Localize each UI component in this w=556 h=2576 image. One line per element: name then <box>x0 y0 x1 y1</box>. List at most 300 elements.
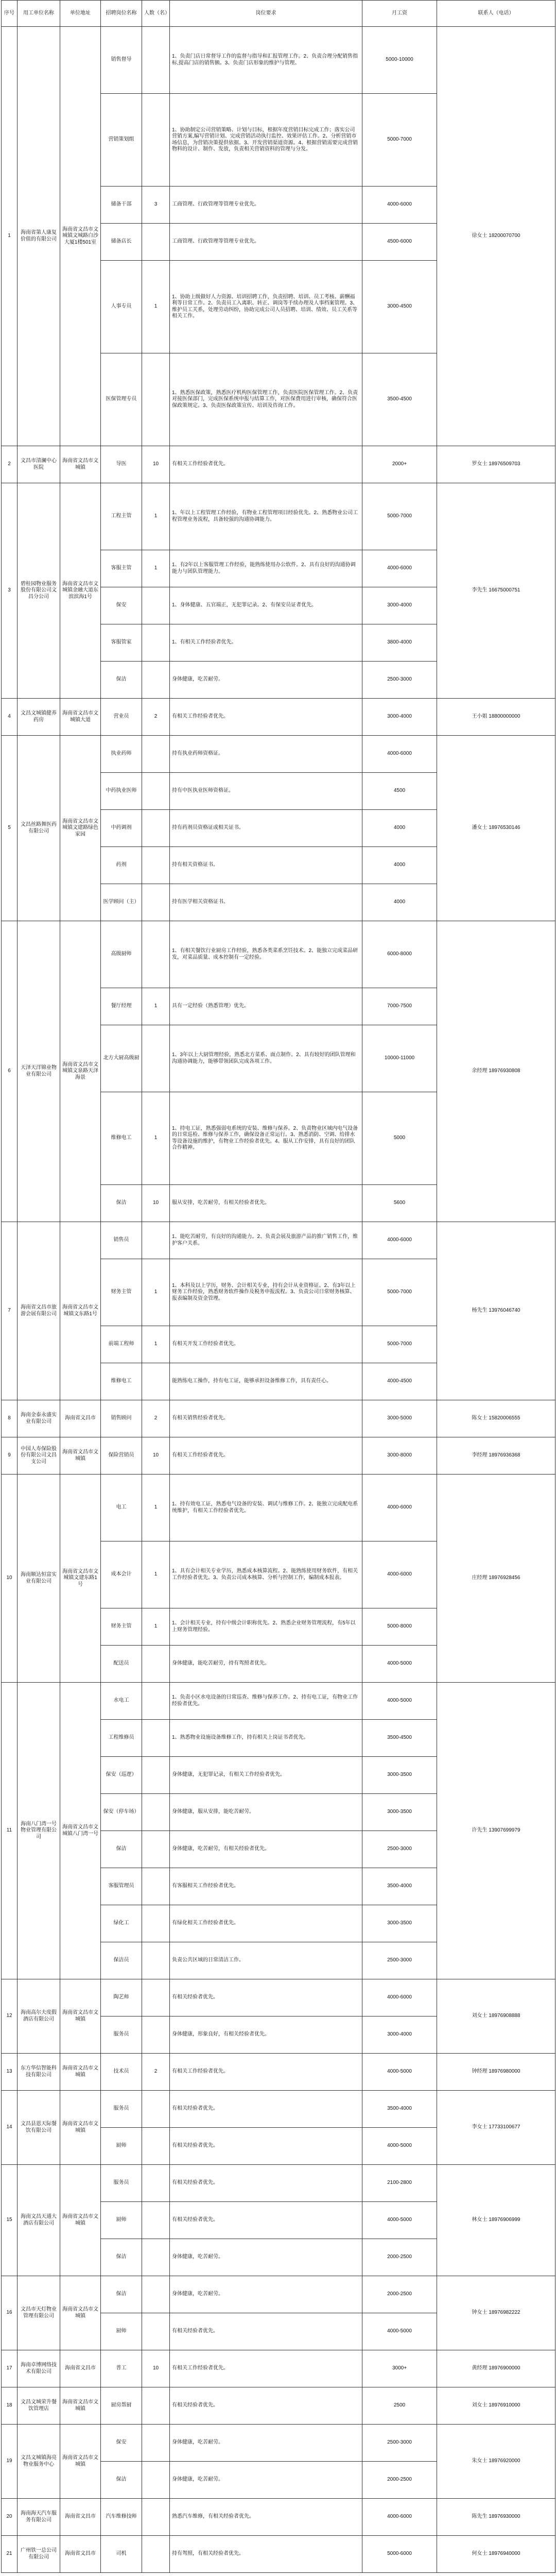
contact-person: 刘女士 18976910000 <box>437 2387 555 2425</box>
job-title: 服务员 <box>101 2016 142 2054</box>
table-row <box>2 699 555 736</box>
table-row <box>2 2350 555 2387</box>
job-title: 厨师 <box>101 2128 142 2165</box>
job-salary: 2000+ <box>362 446 437 483</box>
row-number: 15 <box>2 2165 18 2276</box>
job-requirements: 有相关工作经验者优先。 <box>170 2054 362 2091</box>
company-name: 海南高尔夫度假酒店有限公司 <box>18 1979 60 2054</box>
header-salary: 月工资 <box>362 1 437 27</box>
company-name: 海南卓博网络技术有限公司 <box>18 2350 60 2387</box>
company-address: 海南省文昌市 <box>60 2350 101 2387</box>
job-title: 工程主管 <box>101 483 142 550</box>
job-title: 绿化工 <box>101 1905 142 1942</box>
job-requirements: 持有中医执业医师资格证。 <box>170 773 362 810</box>
job-requirements: 有绿化相关工作经验者优先。 <box>170 1905 362 1942</box>
contact-person: 潘女士 18976530146 <box>437 736 555 921</box>
job-count <box>142 1942 170 1979</box>
job-requirements: 有相关经验者优先。 <box>170 2313 362 2350</box>
job-count <box>142 2128 170 2165</box>
job-title: 保洁 <box>101 2239 142 2276</box>
job-requirements: 有相关经验者优先。 <box>170 2202 362 2239</box>
job-count <box>142 1979 170 2016</box>
job-count <box>142 27 170 94</box>
table-row <box>2 2276 555 2313</box>
job-title: 保洁 <box>101 1185 142 1222</box>
job-title: 保险营销员 <box>101 1437 142 1475</box>
job-title: 普工 <box>101 2350 142 2387</box>
job-salary: 3000-3500 <box>362 1757 437 1794</box>
contact-person: 庄经理 18976928456 <box>437 1475 555 1683</box>
job-title: 厨房帮厨 <box>101 2387 142 2425</box>
job-title: 药剂 <box>101 847 142 884</box>
table-row <box>2 1437 555 1475</box>
job-count: 2 <box>142 699 170 736</box>
job-requirements: 持有执业药师资格证。 <box>170 736 362 773</box>
company-address: 海南省文昌市文城镇文建东路1号 <box>60 1475 101 1683</box>
job-requirements: 身体健康，吃苦耐劳。 <box>170 2462 362 2499</box>
job-requirements: 有相关工作经验者优先。 <box>170 2350 362 2387</box>
contact-person: 朱女士 18976920000 <box>437 2425 555 2499</box>
table-row <box>2 2054 555 2091</box>
job-count: 10 <box>142 2350 170 2387</box>
company-name: 广州铁一总公司有限公司 <box>18 2536 60 2573</box>
job-salary: 5000 <box>362 1092 437 1185</box>
job-salary: 4000 <box>362 847 437 884</box>
job-salary: 4000-5000 <box>362 2202 437 2239</box>
row-number: 12 <box>2 1979 18 2054</box>
contact-person: 钟女士 18976982222 <box>437 2276 555 2350</box>
company-name: 海南文昌天通大酒店有限公司 <box>18 2165 60 2276</box>
job-salary: 5000-7000 <box>362 1326 437 1363</box>
company-address: 海南省文昌市文城镇 <box>60 2276 101 2350</box>
job-salary: 4000-5000 <box>362 2128 437 2165</box>
job-requirements: 1、负责门店日常督导工作的监督与指导和汇报管理工作。2、负责合理分配销售指标,提高门店的销售额。3、负责门店形象的维护与管理。 <box>170 27 362 94</box>
job-count <box>142 1905 170 1942</box>
job-title: 保安 <box>101 587 142 624</box>
job-salary: 4000-5000 <box>362 2313 437 2350</box>
job-title: 保安（停车场） <box>101 1794 142 1831</box>
job-count: 10 <box>142 1185 170 1222</box>
job-count <box>142 2462 170 2499</box>
job-salary: 2000-2500 <box>362 2239 437 2276</box>
job-requirements: 持有相关资格证书。 <box>170 847 362 884</box>
table-row <box>2 2165 555 2202</box>
company-address: 海南省文昌市文城镇 <box>60 1437 101 1475</box>
table-row <box>2 446 555 483</box>
job-title: 保洁员 <box>101 1942 142 1979</box>
job-title: 保洁 <box>101 2276 142 2313</box>
row-number: 14 <box>2 2091 18 2165</box>
row-number: 10 <box>2 1475 18 1683</box>
job-requirements: 有相关经验者优先。 <box>170 2128 362 2165</box>
table-row <box>2 1400 555 1437</box>
job-count <box>142 1868 170 1905</box>
job-salary: 3000-4000 <box>362 587 437 624</box>
company-address: 海南省文昌市 <box>60 1400 101 1437</box>
table-row <box>2 1222 555 1259</box>
job-title: 保安 <box>101 2425 142 2462</box>
contact-person: 王小姐 18800000000 <box>437 699 555 736</box>
row-number: 7 <box>2 1222 18 1400</box>
company-name: 海南顺达恒富实业有限公司 <box>18 1475 60 1683</box>
job-requirements: 1、3年以上大厨管理经验，熟悉北方菜系、面点制作。2、具有较好的团队管理和沟通协调能力，能够带领团队完成各项工作。 <box>170 1025 362 1092</box>
job-requirements: 能熟练电工操作，持有电工证，能够承担设备维修工作，具有责任心。 <box>170 1363 362 1400</box>
job-count: 3 <box>142 187 170 224</box>
job-title: 客服管家 <box>101 624 142 662</box>
company-name: 海南八门湾一号物业管理有限公司 <box>18 1683 60 1979</box>
company-address: 海南省文昌市文城镇文建路绿色家园 <box>60 736 101 921</box>
job-title: 中药调剂 <box>101 810 142 847</box>
job-title: 保洁 <box>101 1831 142 1868</box>
contact-person: 李经理 18976936368 <box>437 1437 555 1475</box>
job-title: 厨师 <box>101 2313 142 2350</box>
company-address: 海南省文昌市文城镇 <box>60 1979 101 2054</box>
job-count <box>142 624 170 662</box>
company-address: 海南省文昌市文城镇 <box>60 2054 101 2091</box>
job-title: 电工 <box>101 1475 142 1541</box>
job-requirements: 1、有相关餐饮行业厨房工作经验，熟悉各类菜系烹饪技术。2、能独立完成菜品研发，对菜品质量、成本控制有一定经验。 <box>170 921 362 988</box>
job-title: 高级厨师 <box>101 921 142 988</box>
company-name: 东方华信智能科技有限公司 <box>18 2054 60 2091</box>
job-requirements: 身体健康，吃苦耐劳。 <box>170 2425 362 2462</box>
job-title: 陶艺师 <box>101 1979 142 2016</box>
job-title: 前端工程师 <box>101 1326 142 1363</box>
job-requirements: 身体健康，吃苦耐劳。 <box>170 2239 362 2276</box>
job-salary: 2500-3000 <box>362 1942 437 1979</box>
job-salary: 4000-5000 <box>362 1646 437 1683</box>
company-address: 海南省文昌市 <box>60 2499 101 2536</box>
job-salary: 3500-4500 <box>362 1720 437 1757</box>
job-title: 保洁 <box>101 2462 142 2499</box>
job-salary: 4000-6000 <box>362 1222 437 1259</box>
job-salary: 2500-3000 <box>362 2425 437 2462</box>
job-requirements: 身体健康，吃苦耐劳。 <box>170 2276 362 2313</box>
job-requirements: 持有驾照，有相关经验者优先。 <box>170 2536 362 2573</box>
company-name: 海南海天汽车服务有限公司 <box>18 2499 60 2536</box>
job-salary: 4000 <box>362 810 437 847</box>
contact-person: 陈女士 15820006555 <box>437 1400 555 1437</box>
job-count <box>142 353 170 446</box>
row-number: 9 <box>2 1437 18 1475</box>
job-salary: 5000-8000 <box>362 1608 437 1646</box>
job-salary: 4000-5000 <box>362 2054 437 2091</box>
table-row <box>2 483 555 550</box>
contact-person: 刘女士 18976908888 <box>437 1979 555 2054</box>
job-requirements: 1、负责小区水电设备的日常巡查、维修与保养工作。2、持有电工证，有物业工作经验者优先。 <box>170 1683 362 1720</box>
job-title: 营业员 <box>101 699 142 736</box>
table-row <box>2 1683 555 1720</box>
job-title: 客服主管 <box>101 550 142 587</box>
job-requirements: 1、具有会计相关专业学历，熟悉成本核算流程。2、能熟练使用财务软件，有相关工作经验者优先。3、负责公司成本核算、分析与控制工作，编制成本报表。 <box>170 1541 362 1608</box>
job-count <box>142 2202 170 2239</box>
job-count: 2 <box>142 1400 170 1437</box>
job-salary: 4500 <box>362 773 437 810</box>
job-count <box>142 1720 170 1757</box>
job-title: 保安（巡逻） <box>101 1757 142 1794</box>
company-name: 文昌丝路舞医药有限公司 <box>18 736 60 921</box>
job-salary: 4000-5000 <box>362 1683 437 1720</box>
table-row <box>2 2425 555 2462</box>
job-salary: 4000-6000 <box>362 187 437 224</box>
job-title: 营销策划组 <box>101 94 142 187</box>
contact-person: 罗女士 18976509703 <box>437 446 555 483</box>
job-count: 1 <box>142 988 170 1025</box>
job-requirements: 1、熟悉医保政策，熟悉医疗机构医保管理工作，负责医院医保管理工作。2、负责对接医保部门，完成医保系统申报与结算工作，对医保费用进行审核，确保符合医保政策规定。3、负责医保政策宣传、培训及咨询工作。 <box>170 353 362 446</box>
job-title: 服务员 <box>101 2165 142 2202</box>
table-row <box>2 2536 555 2573</box>
job-salary: 2000-2500 <box>362 2276 437 2313</box>
job-requirements: 1、有相关工作经验者优先。 <box>170 624 362 662</box>
company-name: 碧桂园物业服务股份有限公司文昌分公司 <box>18 483 60 699</box>
row-number: 1 <box>2 27 18 446</box>
table-row <box>2 921 555 988</box>
company-name: 文昌文城镇健养药房 <box>18 699 60 736</box>
job-requirements: 具有一定经验（熟悉管理）优先。 <box>170 988 362 1025</box>
company-name: 文昌文城荣升餐饮管理店 <box>18 2387 60 2425</box>
job-count <box>142 736 170 773</box>
job-requirements: 1、有2年以上客服管理工作经验，能熟练使用办公软件。2、具有良好的沟通协调能力与团队管理能力。 <box>170 550 362 587</box>
job-salary: 3800-4000 <box>362 624 437 662</box>
job-salary: 5000-7000 <box>362 483 437 550</box>
job-salary: 4500-6000 <box>362 224 437 261</box>
job-salary: 3000-4000 <box>362 699 437 736</box>
job-count: 1 <box>142 1541 170 1608</box>
job-count <box>142 2499 170 2536</box>
contact-person: 钟经理 18976980000 <box>437 2054 555 2091</box>
job-title: 中药执业医师 <box>101 773 142 810</box>
job-title: 销售员 <box>101 1222 142 1259</box>
job-salary: 4000-6000 <box>362 550 437 587</box>
header-company: 用工单位名称 <box>18 1 60 27</box>
company-name: 文昌文城镇海亮物业服务中心 <box>18 2425 60 2499</box>
table-row <box>2 736 555 773</box>
job-count: 1 <box>142 1259 170 1326</box>
job-count <box>142 2425 170 2462</box>
job-requirements: 有相关经验者优先。 <box>170 2165 362 2202</box>
job-count <box>142 884 170 921</box>
job-salary: 3500-4500 <box>362 353 437 446</box>
row-number: 20 <box>2 2499 18 2536</box>
job-title: 厨师 <box>101 2202 142 2239</box>
company-address: 海南省文昌市文城镇金融大道东滨滨海1号 <box>60 483 101 699</box>
header-address: 单位地址 <box>60 1 101 27</box>
job-requirements: 工商管理、行政管理等管理专业优先。 <box>170 187 362 224</box>
company-name: 文昌县恩天际餐饮有限公司 <box>18 2091 60 2165</box>
job-count: 1 <box>142 1608 170 1646</box>
row-number: 16 <box>2 2276 18 2350</box>
job-count: 1 <box>142 261 170 353</box>
job-title: 医保管理专员 <box>101 353 142 446</box>
job-count <box>142 2016 170 2054</box>
table-row <box>2 2499 555 2536</box>
contact-person: 黄经理 18976900000 <box>437 2350 555 2387</box>
job-title: 配送员 <box>101 1646 142 1683</box>
row-number: 2 <box>2 446 18 483</box>
contact-person: 李女士 17733100677 <box>437 2091 555 2165</box>
job-requirements: 身体健康，吃苦耐劳。 <box>170 662 362 699</box>
company-name: 海南省第人康复价值的有限公司 <box>18 27 60 446</box>
job-salary: 3000-8000 <box>362 1437 437 1475</box>
job-title: 餐厅经理 <box>101 988 142 1025</box>
contact-person: 李先生 16675000751 <box>437 483 555 699</box>
job-requirements: 1、本科及以上学历，财务、会计相关专业，持有会计从业资格证。2、有3年以上财务工作经验，熟悉财务软件操作及税务申报流程。3、负责公司日常财务核算、报表编制及资金管理。 <box>170 1259 362 1326</box>
job-salary: 4000-6000 <box>362 736 437 773</box>
header-requirements: 岗位要求 <box>170 1 362 27</box>
job-title: 服务员 <box>101 2091 142 2128</box>
row-number: 17 <box>2 2350 18 2387</box>
contact-person: 杨先生 13976046740 <box>437 1222 555 1400</box>
row-number: 8 <box>2 1400 18 1437</box>
job-count: 10 <box>142 1437 170 1475</box>
job-salary: 4000-6000 <box>362 1475 437 1541</box>
job-count <box>142 2239 170 2276</box>
job-count: 10 <box>142 446 170 483</box>
job-title: 客服管理员 <box>101 1868 142 1905</box>
job-salary: 5600 <box>362 1185 437 1222</box>
table-row <box>2 2091 555 2128</box>
job-salary: 3000-3500 <box>362 1905 437 1942</box>
company-name: 天泽天洋锦业物业有限公司 <box>18 921 60 1222</box>
table-row <box>2 2387 555 2425</box>
job-salary: 3000-5000 <box>362 1400 437 1437</box>
row-number: 3 <box>2 483 18 699</box>
job-count <box>142 1757 170 1794</box>
job-requirements: 1、协助上级做好人力资源、培训招聘工作，负责招聘、培训、员工考核、薪酬福利等日常工作。2、负责员工入离职、转正、调岗等手续办理及人事档案管理。3、维护员工关系，处理劳动纠纷，协助完成公司人员招聘、培训、绩效、员工关系等相关工作。 <box>170 261 362 353</box>
job-requirements: 有客服相关工作经验者优先。 <box>170 1868 362 1905</box>
job-requirements: 身体健康，能吃苦耐劳，持有驾照者优先。 <box>170 1646 362 1683</box>
row-number: 5 <box>2 736 18 921</box>
job-requirements: 负责公共区域的日常清洁工作。 <box>170 1942 362 1979</box>
job-count <box>142 94 170 187</box>
job-title: 保洁 <box>101 662 142 699</box>
job-requirements: 身体健康，吃苦耐劳，有相关经验者优先。 <box>170 1831 362 1868</box>
company-address: 海南省文昌市文城镇八门湾一号 <box>60 1683 101 1979</box>
job-title: 北方大厨高级厨 <box>101 1025 142 1092</box>
company-address: 海南省文昌市文城镇 <box>60 2091 101 2165</box>
job-requirements: 1、身体健康、五官端正，无犯罪记录。2、有保安员证者优先。 <box>170 587 362 624</box>
header-title: 招聘岗位名称 <box>101 1 142 27</box>
row-number: 4 <box>2 699 18 736</box>
job-count: 1 <box>142 1326 170 1363</box>
job-title: 人事专员 <box>101 261 142 353</box>
job-requirements: 1、持电工证，熟悉强弱电系统的安装、维修与保养。2、负责物业区域内电气设备的日常巡检、维修与保养工作，确保设备正常运行。3、熟悉消防、空调、给排水等设备设施的维护，有物业工作经验者优先。4、服从工作安排，具有良好的团队合作精神。 <box>170 1092 362 1185</box>
job-count <box>142 1363 170 1400</box>
job-salary: 3500-4000 <box>362 1868 437 1905</box>
job-count <box>142 662 170 699</box>
job-salary: 5000-10000 <box>362 27 437 94</box>
header-contact: 联系人（电话） <box>437 1 555 27</box>
contact-person: 许先生 13907699979 <box>437 1683 555 1979</box>
job-count <box>142 2276 170 2313</box>
job-title: 执业药师 <box>101 736 142 773</box>
job-requirements: 身体健康，服从安排，能吃苦耐劳。 <box>170 1794 362 1831</box>
company-address: 海南省文昌市文城镇文泉路天泽海景 <box>60 921 101 1222</box>
company-address: 海南省文昌市文城镇 <box>60 2165 101 2276</box>
job-count <box>142 1794 170 1831</box>
job-count: 2 <box>142 2054 170 2091</box>
job-requirements: 有相关工作经验者优先。 <box>170 1437 362 1475</box>
job-count <box>142 1222 170 1259</box>
company-name: 海南省文昌市旅游会展有限公司 <box>18 1222 60 1400</box>
job-title: 财务主管 <box>101 1259 142 1326</box>
job-count <box>142 2387 170 2425</box>
job-requirements: 1、能吃苦耐劳，有良好的沟通能力。2、负责会展及旅游产品的推广销售工作，维护客户关系。 <box>170 1222 362 1259</box>
job-count <box>142 773 170 810</box>
job-requirements: 持有医学相关资格证书。 <box>170 884 362 921</box>
job-title: 销售顾问 <box>101 1400 142 1437</box>
company-address: 海南省文昌市 <box>60 2536 101 2573</box>
jobs-table-body <box>2 27 555 2573</box>
job-salary: 5000-6000 <box>362 2536 437 2573</box>
row-number: 13 <box>2 2054 18 2091</box>
job-salary: 2500-3000 <box>362 662 437 699</box>
job-salary: 3500-4000 <box>362 2091 437 2128</box>
job-requirements: 1、协助制定公司营销策略、计划与目标，根据年度营销目标完成工作；落实公司营销方案,编写营销计划、完成营销活动执行监控、效果评估工作。2、分析营销市场信息，为营销决策提供依据。3、开发营销渠道资源。4、根据营销需要完成营销物料的设计、制作、发放，负责相关营销资料的管理与分发。 <box>170 94 362 187</box>
job-salary: 3000-3500 <box>362 1794 437 1831</box>
company-name: 海南金泰永盛实业有限公司 <box>18 1400 60 1437</box>
job-title: 导医 <box>101 446 142 483</box>
header-no: 序号 <box>2 1 18 27</box>
job-salary: 4000-4500 <box>362 1363 437 1400</box>
job-count <box>142 921 170 988</box>
job-count <box>142 1683 170 1720</box>
job-title: 司机 <box>101 2536 142 2573</box>
job-requirements: 身体健康，无犯罪记录，有相关工作经验者优先。 <box>170 1757 362 1794</box>
job-salary: 4000-6000 <box>362 2499 437 2536</box>
table-row <box>2 1979 555 2016</box>
job-salary: 4000 <box>362 884 437 921</box>
job-count <box>142 2091 170 2128</box>
job-requirements: 1、持有效电工证，熟悉电气设备的安装、调试与维修工作。2、能独立完成配电系统维护，有相关工作经验者优先。 <box>170 1475 362 1541</box>
job-title: 医学顾问（主） <box>101 884 142 921</box>
jobs-table <box>1 0 555 2573</box>
job-count: 1 <box>142 550 170 587</box>
job-count <box>142 810 170 847</box>
job-requirements: 有相关开发工作经验者优先。 <box>170 1326 362 1363</box>
table-row <box>2 27 555 94</box>
job-title: 财务主管 <box>101 1608 142 1646</box>
job-salary: 3000+ <box>362 2350 437 2387</box>
job-count <box>142 1646 170 1683</box>
job-requirements: 1、会计相关专业，持有中级会计职称优先。2、熟悉企业财务管理流程，有5年以上财务管理经验。 <box>170 1608 362 1646</box>
header-row <box>2 1 555 27</box>
row-number: 19 <box>2 2425 18 2499</box>
job-count <box>142 224 170 261</box>
job-salary: 5000-7000 <box>362 1259 437 1326</box>
job-requirements: 有相关销售经验者优先。 <box>170 1400 362 1437</box>
job-count <box>142 1025 170 1092</box>
job-salary: 2500-3000 <box>362 1831 437 1868</box>
job-title: 水电工 <box>101 1683 142 1720</box>
job-requirements: 有相关经验者优先。 <box>170 2387 362 2425</box>
company-address: 海南省文昌市文城镇文东路1号 <box>60 1222 101 1400</box>
job-title: 储备店长 <box>101 224 142 261</box>
job-count: 1 <box>142 483 170 550</box>
job-requirements: 身体健康，形象良好，有相关经验者优先。 <box>170 2016 362 2054</box>
job-salary: 4000-6000 <box>362 1979 437 2016</box>
contact-person: 林女士 18976906999 <box>437 2165 555 2276</box>
job-count <box>142 2313 170 2350</box>
job-salary: 2500 <box>362 2387 437 2425</box>
job-count: 1 <box>142 1092 170 1185</box>
job-count <box>142 1831 170 1868</box>
row-number: 6 <box>2 921 18 1222</box>
job-salary: 4000-6000 <box>362 1541 437 1608</box>
job-requirements: 1、熟悉物业设施设备维修工作，持有相关上岗证书者优先。 <box>170 1720 362 1757</box>
contact-person: 徐女士 18200070700 <box>437 27 555 446</box>
company-address: 海南省文昌市文城镇 <box>60 2387 101 2425</box>
job-requirements: 1、年以上工程管理工作经验，有物业工程管理项目经验优先。2、熟悉物业公司工程管理业务流程，具备较强的沟通协调能力。 <box>170 483 362 550</box>
